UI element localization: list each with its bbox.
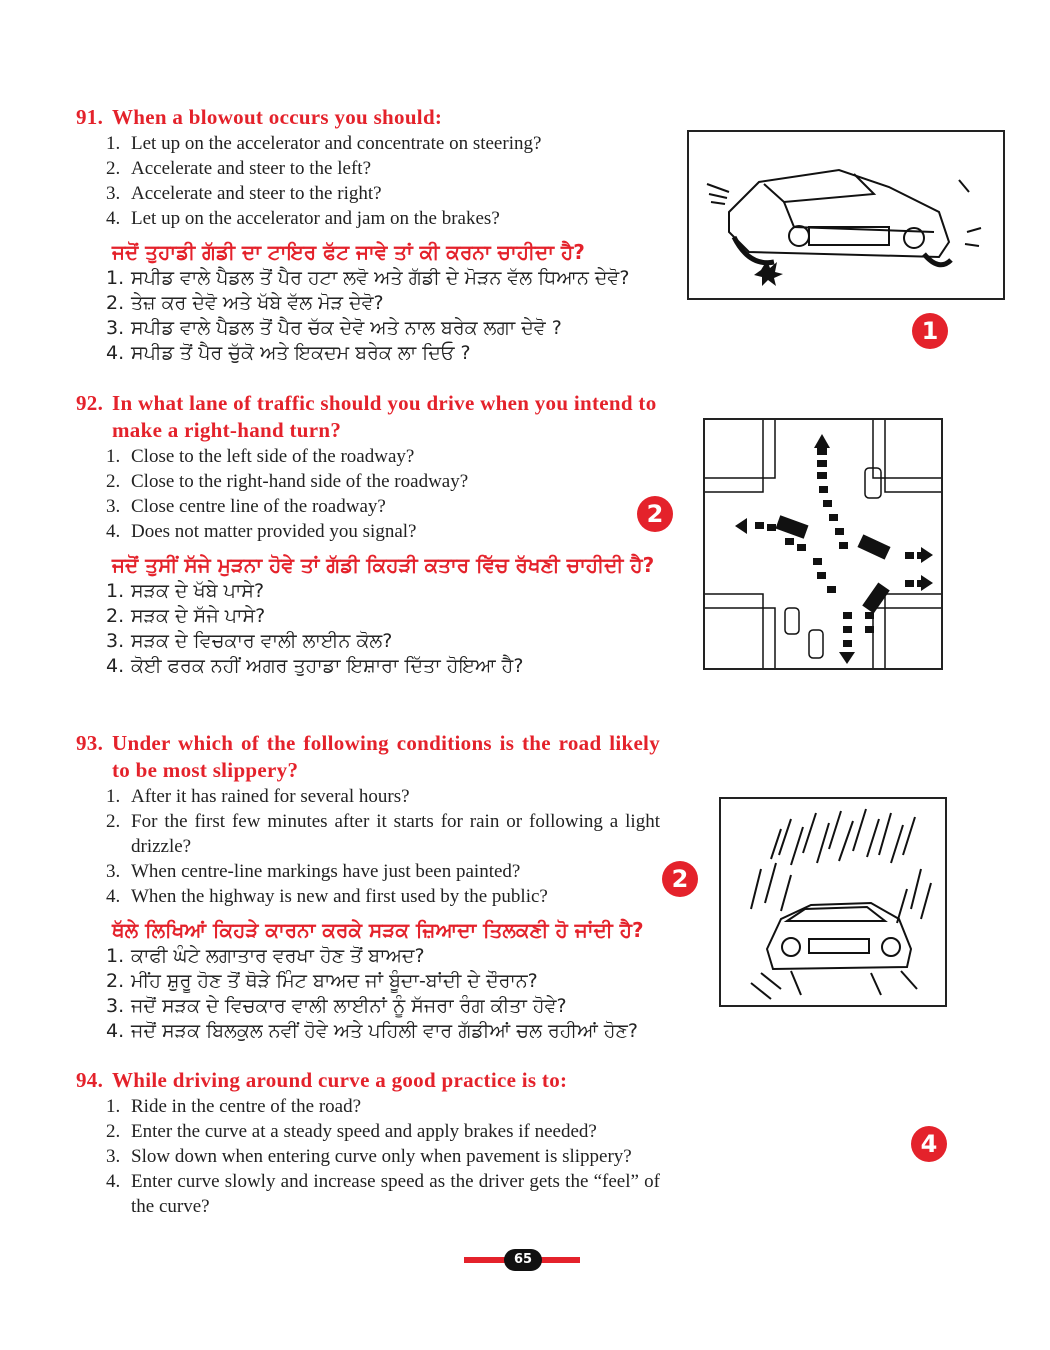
punjabi-title: ਜਦੋਂ ਤੁਹਾਡੀ ਗੱਡੀ ਦਾ ਟਾਇਰ ਫੱਟ ਜਾਵੇ ਤਾਂ ਕੀ ਕਰਨਾ ਚਾਹੀਦਾ ਹੈ?: [112, 240, 585, 264]
option: 3. ਸਪੀਡ ਵਾਲੇ ਪੈਡਲ ਤੋਂ ਪੈਰ ਚੱਕ ਦੇਵੋ ਅਤੇ ਨਾਲ ਬਰੇਕ ਲਗਾ ਦੇਵੋ ?: [106, 317, 562, 339]
question-91: [76, 104, 660, 366]
option: 1. ਸਪੀਡ ਵਾਲੇ ਪੈਡਲ ਤੋਂ ਪੈਰ ਹਟਾ ਲਵੋ ਅਤੇ ਗੱਡੀ ਦੇ ਮੋੜਨ ਵੱਲ ਧਿਆਨ ਦੇਵੋ?: [106, 267, 630, 289]
option: 3. Slow down when entering curve only when pavement is slippery?: [106, 1146, 632, 1167]
option: 2. Enter the curve at a steady speed and apply brakes if needed?: [106, 1121, 597, 1142]
option: 1. Let up on the accelerator and concentrate on steering?: [106, 133, 542, 154]
question-92: [76, 390, 660, 679]
option: 4. ਕੋਈ ਫਰਕ ਨਹੀਂ ਅਗਰ ਤੁਹਾਡਾ ਇਸ਼ਾਰਾ ਦਿੱਤਾ ਹੋਇਆ ਹੈ?: [106, 655, 524, 677]
options-list: [76, 1094, 660, 1219]
option: 3. Accelerate and steer to the right?: [106, 183, 382, 204]
punjabi-options-list: [76, 944, 660, 1044]
intersection-icon: [705, 420, 941, 668]
option: 1. ਕਾਫੀ ਘੰਟੇ ਲਗਾਤਾਰ ਵਰਖਾ ਹੋਣ ਤੋਂ ਬਾਅਦ?: [106, 945, 425, 967]
rain-icon: [721, 799, 945, 1005]
option: 1. Ride in the centre of the road?: [106, 1096, 362, 1117]
punjabi-options-list: [76, 266, 660, 366]
answer-badge: 1: [912, 313, 948, 349]
option: 2. ਮੀਂਹ ਸ਼ੁਰੂ ਹੋਣ ਤੋਂ ਥੋੜੇ ਮਿੰਟ ਬਾਅਦ ਜਾਂ ਬੂੰਦਾ-ਬਾਂਦੀ ਦੇ ਦੌਰਾਨ?: [106, 970, 538, 992]
option: 1. After it has rained for several hours?: [106, 786, 410, 807]
blowout-car-illustration: [687, 130, 1005, 300]
option: 3. ਸੜਕ ਦੇ ਵਿਚਕਾਰ ਵਾਲੀ ਲਾਈਨ ਕੋਲ?: [106, 630, 393, 652]
option: 1. Close to the left side of the roadway?: [106, 446, 415, 467]
answer-badge: 4: [911, 1126, 947, 1162]
option: 2. ਸੜਕ ਦੇ ਸੱਜੇ ਪਾਸੇ?: [106, 605, 266, 627]
option: 2. For the first few minutes after it starts for rain or following a light drizzle?: [106, 811, 660, 857]
car-icon: [689, 132, 1003, 298]
option: 2. ਤੇਜ਼ ਕਰ ਦੇਵੋ ਅਤੇ ਖੱਬੇ ਵੱਲ ਮੋੜ ਦੇਵੋ?: [106, 292, 384, 314]
answer-badge: 2: [662, 861, 698, 897]
option: 4. ਜਦੋਂ ਸੜਕ ਬਿਲਕੁਲ ਨਵੀਂ ਹੋਵੇ ਅਤੇ ਪਹਿਲੀ ਵਾਰ ਗੱਡੀਆਂ ਚਲ ਰਹੀਆਂ ਹੋਣ?: [106, 1020, 639, 1042]
question-94: [76, 1067, 660, 1219]
rain-car-illustration: [719, 797, 947, 1007]
options-list: [76, 444, 660, 544]
option: 1. ਸੜਕ ਦੇ ਖੱਬੇ ਪਾਸੇ?: [106, 580, 265, 602]
option: 3. When centre-line markings have just been painted?: [106, 861, 521, 882]
punjabi-title: ਥੱਲੇ ਲਿਖਿਆਂ ਕਿਹੜੇ ਕਾਰਨਾ ਕਰਕੇ ਸੜਕ ਜ਼ਿਆਦਾ ਤਿਲਕਣੀ ਹੋ ਜਾਂਦੀ ਹੈ?: [112, 918, 644, 942]
option: 4. Does not matter provided you signal?: [106, 521, 417, 542]
answer-badge: 2: [637, 496, 673, 532]
option: 4. ਸਪੀਡ ਤੋਂ ਪੈਰ ਚੁੱਕੋ ਅਤੇ ਇਕਦਮ ਬਰੇਕ ਲਾ ਦਿਓ ?: [106, 342, 471, 364]
option: 2. Accelerate and steer to the left?: [106, 158, 371, 179]
question-93: [76, 730, 660, 1044]
punjabi-options-list: [76, 579, 660, 679]
question-title: 91. When a blowout occurs you should:: [76, 105, 443, 129]
intersection-diagram: [703, 418, 943, 670]
option: 2. Close to the right-hand side of the roadway?: [106, 471, 469, 492]
options-list: [76, 784, 660, 909]
option: 4. When the highway is new and first used by the public?: [106, 886, 548, 907]
question-title: 94. While driving around curve a good practice is to:: [76, 1068, 568, 1092]
option: 4. Enter curve slowly and increase speed as the driver gets the “feel” of the curve?: [106, 1171, 660, 1217]
option: 3. ਜਦੋਂ ਸੜਕ ਦੇ ਵਿਚਕਾਰ ਵਾਲੀ ਲਾਈਨਾਂ ਨੂੰ ਸੱਜਰਾ ਰੰਗ ਕੀਤਾ ਹੋਵੇ?: [106, 995, 567, 1017]
options-list: [76, 131, 660, 231]
option: 4. Let up on the accelerator and jam on the brakes?: [106, 208, 500, 229]
question-title: 93. Under which of the following conditions is the road likely to be most slippery?: [76, 731, 660, 782]
page-number: 65: [504, 1249, 542, 1271]
punjabi-title: ਜਦੋਂ ਤੁਸੀਂ ਸੱਜੇ ਮੁੜਨਾ ਹੋਵੇ ਤਾਂ ਗੱਡੀ ਕਿਹੜੀ ਕਤਾਰ ਵਿੱਚ ਰੱਖਣੀ ਚਾਹੀਦੀ ਹੈ?: [112, 553, 655, 577]
question-title: 92. In what lane of traffic should you drive when you intend to make a right-hand turn?: [76, 391, 657, 442]
option: 3. Close centre line of the roadway?: [106, 496, 386, 517]
